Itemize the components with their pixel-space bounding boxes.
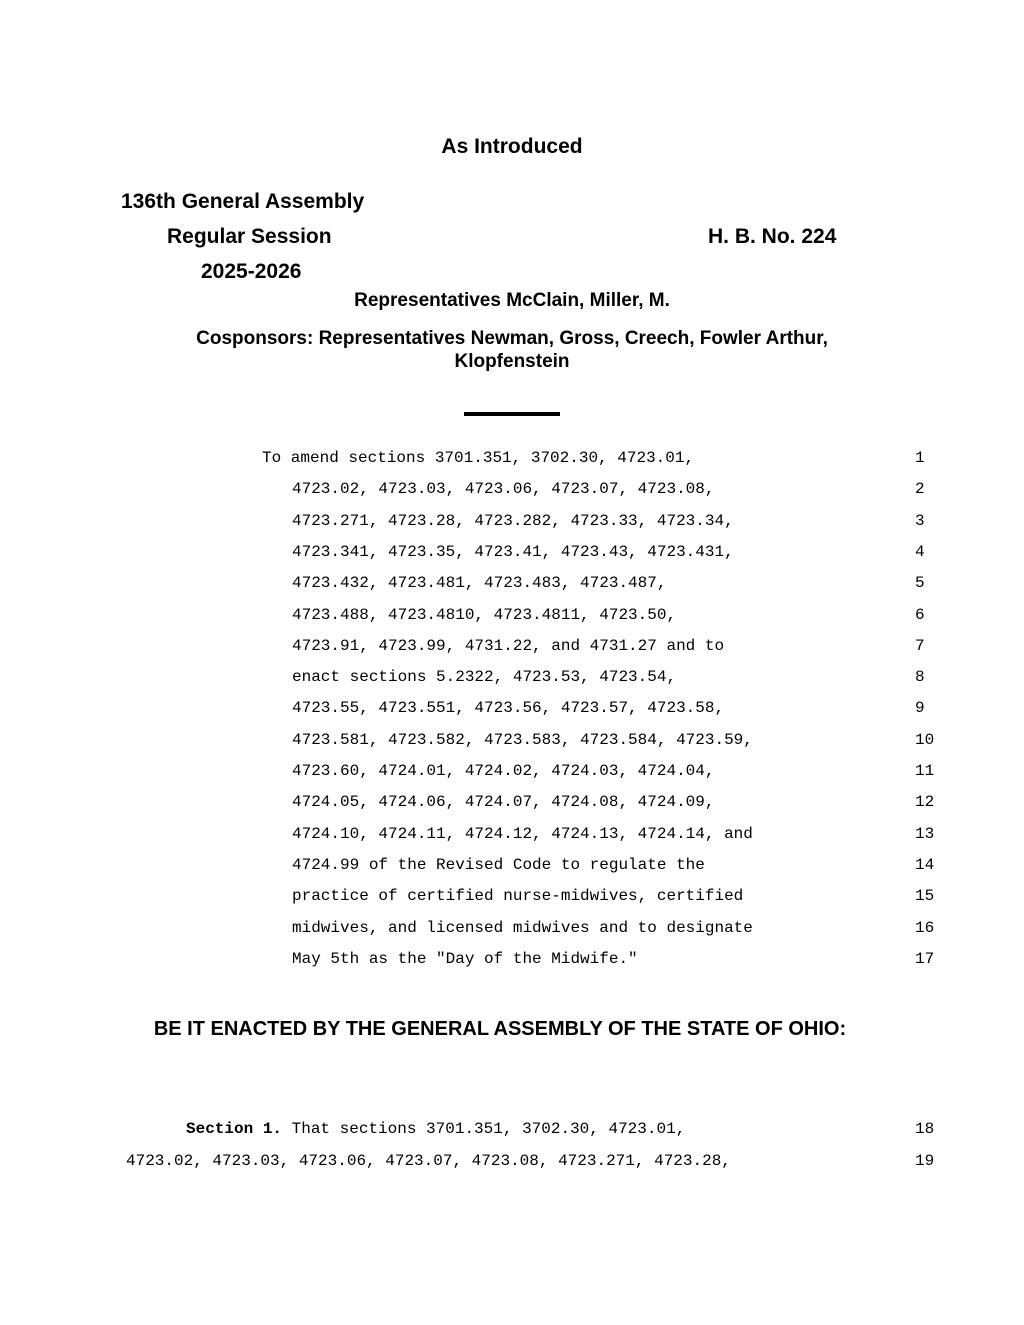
title-line-text: 4723.60, 4724.01, 4724.02, 4724.03, 4724.04,	[292, 762, 715, 780]
line-number: 4	[915, 543, 925, 561]
section-1-heading: Section 1.	[186, 1120, 283, 1138]
title-line	[0, 919, 1024, 950]
title-line	[0, 574, 1024, 605]
title-line-text: 4723.581, 4723.582, 4723.583, 4723.584, 4723.59,	[292, 731, 753, 749]
line-number: 13	[915, 825, 935, 843]
line-number: 17	[915, 950, 935, 968]
title-line-text: 4723.55, 4723.551, 4723.56, 4723.57, 4723.58,	[292, 699, 725, 717]
title-line-text: enact sections 5.2322, 4723.53, 4723.54,	[292, 668, 677, 686]
title-line-text: 4724.05, 4724.06, 4724.07, 4724.08, 4724.09,	[292, 793, 715, 811]
line-number: 6	[915, 606, 925, 624]
line-number: 1	[915, 449, 925, 467]
title-line-text: 4724.10, 4724.11, 4724.12, 4724.13, 4724.14, and	[292, 825, 753, 843]
bill-number: H. B. No. 224	[708, 225, 837, 248]
line-number: 8	[915, 668, 925, 686]
title-line	[0, 637, 1024, 668]
line-number: 3	[915, 512, 925, 530]
sponsors: Representatives McClain, Miller, M.	[354, 290, 670, 311]
title-line	[0, 480, 1024, 511]
title-line	[0, 762, 1024, 793]
line-number: 10	[915, 731, 935, 749]
title-line	[0, 449, 1024, 480]
title-line	[0, 950, 1024, 981]
line-number: 19	[915, 1152, 935, 1170]
title-line-text: 4724.99 of the Revised Code to regulate the	[292, 856, 705, 874]
title-line	[0, 699, 1024, 730]
title-line	[0, 887, 1024, 918]
title-line	[0, 543, 1024, 574]
title-line	[0, 793, 1024, 824]
section-1-text-2: 4723.02, 4723.03, 4723.06, 4723.07, 4723.08, 4723.271, 4723.28,	[126, 1152, 731, 1170]
title-line	[0, 512, 1024, 543]
line-number: 7	[915, 637, 925, 655]
title-line-text: 4723.432, 4723.481, 4723.483, 4723.487,	[292, 574, 667, 592]
title-divider	[464, 412, 560, 416]
enacting-clause: BE IT ENACTED BY THE GENERAL ASSEMBLY OF THE STATE OF OHIO:	[153, 1018, 847, 1040]
line-number: 9	[915, 699, 925, 717]
line-number: 16	[915, 919, 935, 937]
title-line-text: 4723.341, 4723.35, 4723.41, 4723.43, 4723.431,	[292, 543, 734, 561]
line-number: 14	[915, 856, 935, 874]
line-number: 5	[915, 574, 925, 592]
title-line-text: To amend sections 3701.351, 3702.30, 4723.01,	[262, 449, 695, 467]
title-line-text: practice of certified nurse-midwives, certified	[292, 887, 744, 905]
title-line-text: 4723.271, 4723.28, 4723.282, 4723.33, 4723.34,	[292, 512, 734, 530]
title-line	[0, 856, 1024, 887]
section-1-text-1: That sections 3701.351, 3702.30, 4723.01,	[291, 1120, 686, 1138]
title-line	[0, 731, 1024, 762]
cosponsors: Cosponsors: Representatives Newman, Gross, Creech, Fowler Arthur, Klopfenstein	[196, 328, 828, 372]
general-assembly: 136th General Assembly	[121, 190, 365, 213]
title-line	[0, 668, 1024, 699]
title-line-text: May 5th as the "Day of the Midwife."	[292, 950, 638, 968]
line-number: 11	[915, 762, 935, 780]
session-years: 2025-2026	[201, 260, 302, 283]
line-number: 2	[915, 480, 925, 498]
title-line	[0, 606, 1024, 637]
title-line	[0, 825, 1024, 856]
title-line-text: 4723.02, 4723.03, 4723.06, 4723.07, 4723.08,	[292, 480, 715, 498]
section-1-line-1	[0, 1120, 1024, 1151]
line-number: 15	[915, 887, 935, 905]
regular-session: Regular Session	[167, 225, 332, 248]
line-number: 18	[915, 1120, 935, 1138]
title-line-text: 4723.91, 4723.99, 4731.22, and 4731.27 and to	[292, 637, 725, 655]
title-line-text: 4723.488, 4723.4810, 4723.4811, 4723.50,	[292, 606, 677, 624]
title-line-text: midwives, and licensed midwives and to designate	[292, 919, 753, 937]
bill-status: As Introduced	[441, 135, 583, 158]
section-1-line-2	[0, 1152, 1024, 1183]
line-number: 12	[915, 793, 935, 811]
